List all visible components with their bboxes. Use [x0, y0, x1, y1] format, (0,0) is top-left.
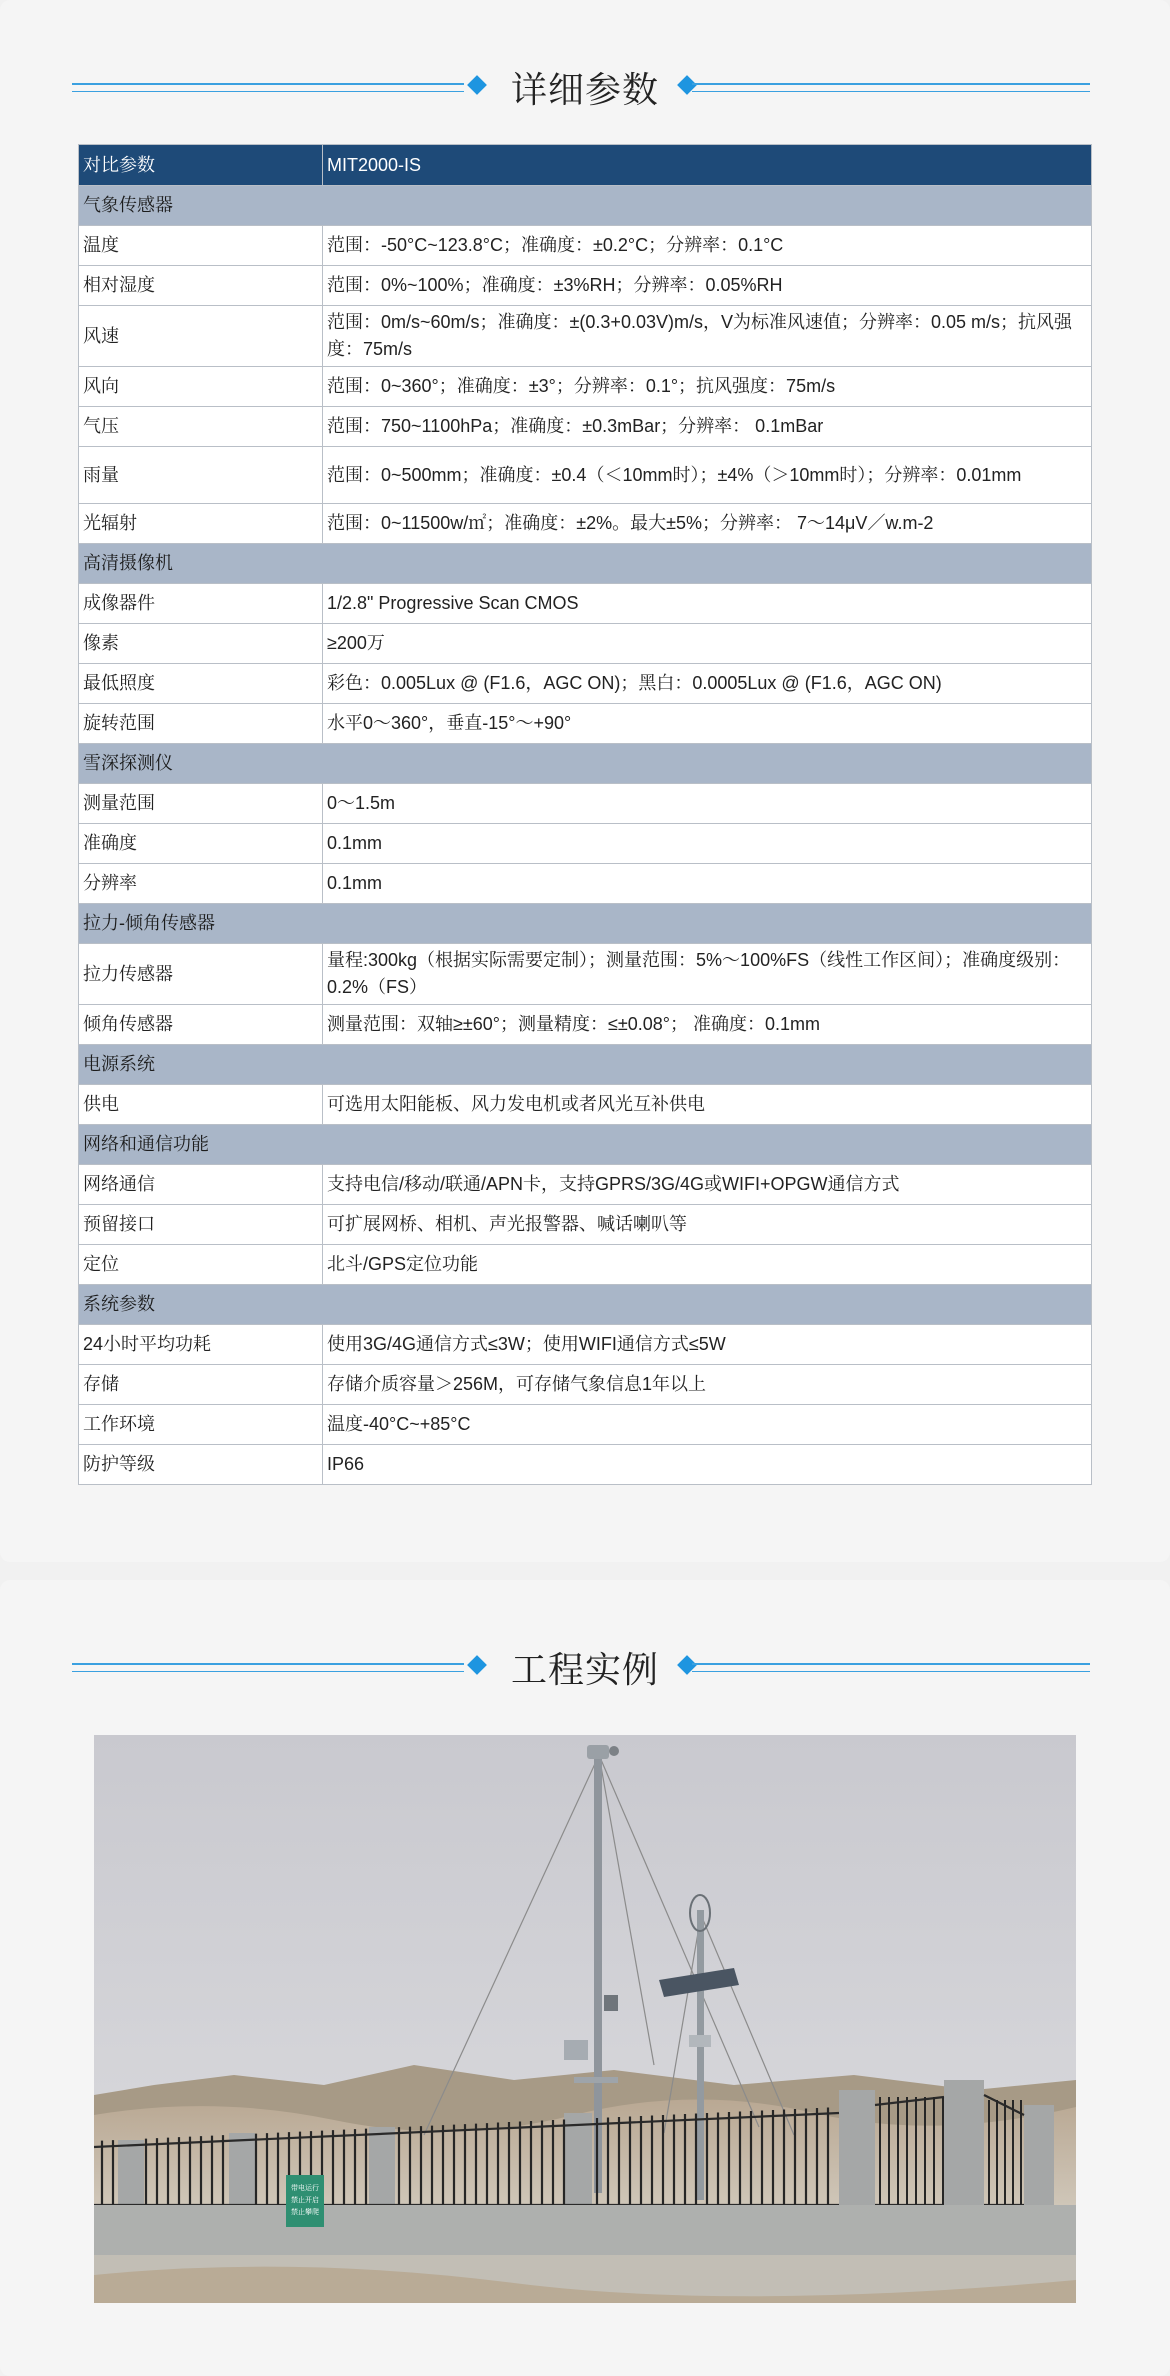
- group-label: 网络和通信功能: [79, 1125, 1092, 1165]
- header-cell: MIT2000-IS: [323, 145, 1092, 186]
- group-label: 雪深探测仪: [79, 744, 1092, 784]
- group-row: [79, 1045, 1092, 1085]
- warning-sign-line: 带电运行: [291, 2184, 319, 2192]
- param-value: 水平0～360°，垂直-15°～+90°: [323, 704, 1092, 744]
- group-row: [79, 186, 1092, 226]
- group-row: [79, 1285, 1092, 1325]
- param-name: 预留接口: [79, 1205, 323, 1245]
- table-row: [79, 664, 1092, 704]
- param-value: IP66: [323, 1445, 1092, 1485]
- table-row: [79, 704, 1092, 744]
- param-value: 0.1mm: [323, 864, 1092, 904]
- param-value: 可扩展网桥、相机、声光报警器、喊话喇叭等: [323, 1205, 1092, 1245]
- table-row: [79, 824, 1092, 864]
- group-label: 气象传感器: [79, 186, 1092, 226]
- diamond-icon: [467, 75, 487, 95]
- param-value: 范围：-50°C~123.8°C；准确度：±0.2°C；分辨率：0.1°C: [323, 226, 1092, 266]
- param-name: 相对湿度: [79, 266, 323, 306]
- table-row: [79, 306, 1092, 367]
- param-name: 网络通信: [79, 1165, 323, 1205]
- section-header-cases: [0, 1638, 1170, 1698]
- section-title: 工程实例: [510, 1649, 659, 1690]
- table-row: [79, 1445, 1092, 1485]
- group-label: 高清摄像机: [79, 544, 1092, 584]
- param-value: 范围：0~360°；准确度：±3°；分辨率：0.1°；抗风强度：75m/s: [323, 367, 1092, 407]
- param-name: 倾角传感器: [79, 1005, 323, 1045]
- group-label: 电源系统: [79, 1045, 1092, 1085]
- param-value: 范围：0m/s~60m/s；准确度：±(0.3+0.03V)m/s，V为标准风速值；分辨率：0.05 m/s；抗风强度：75m/s: [323, 306, 1092, 367]
- param-value: 北斗/GPS定位功能: [323, 1245, 1092, 1285]
- table-row: [79, 1085, 1092, 1125]
- param-value: ≥200万: [323, 624, 1092, 664]
- param-value: 量程:300kg（根据实际需要定制）；测量范围：5%～100%FS（线性工作区间）；准确度级别：0.2%（FS）: [323, 944, 1092, 1005]
- group-label: 拉力-倾角传感器: [79, 904, 1092, 944]
- param-value: 范围：0~500mm；准确度：±0.4（＜10mm时）；±4%（＞10mm时）；分辨率：0.01mm: [323, 447, 1092, 504]
- param-value: 存储介质容量＞256M，可存储气象信息1年以上: [323, 1365, 1092, 1405]
- table-row: [79, 367, 1092, 407]
- param-name: 拉力传感器: [79, 944, 323, 1005]
- param-value: 使用3G/4G通信方式≤3W；使用WIFI通信方式≤5W: [323, 1325, 1092, 1365]
- table-row: [79, 226, 1092, 266]
- param-value: 范围：0~11500w/㎡；准确度：±2%。最大±5%；分辨率： 7～14μV／w.m-2: [323, 504, 1092, 544]
- diamond-icon: [467, 1655, 487, 1675]
- param-name: 供电: [79, 1085, 323, 1125]
- param-name: 风速: [79, 306, 323, 367]
- table-row: [79, 1405, 1092, 1445]
- spec-table: [78, 144, 1092, 1485]
- table-row: [79, 1365, 1092, 1405]
- table-row: [79, 784, 1092, 824]
- table-row: [79, 1325, 1092, 1365]
- param-name: 工作环境: [79, 1405, 323, 1445]
- table-row: [79, 864, 1092, 904]
- divider-line-right: [692, 1663, 1090, 1672]
- section-title: 详细参数: [510, 69, 659, 110]
- table-row: [79, 624, 1092, 664]
- param-name: 定位: [79, 1245, 323, 1285]
- table-row: [79, 447, 1092, 504]
- table-row: [79, 944, 1092, 1005]
- group-row: [79, 904, 1092, 944]
- param-value: 测量范围：双轴≥±60°；测量精度：≤±0.08°； 准确度：0.1mm: [323, 1005, 1092, 1045]
- table-row: [79, 504, 1092, 544]
- group-row: [79, 1125, 1092, 1165]
- table-header-row: [79, 145, 1092, 186]
- header-cell: 对比参数: [79, 145, 323, 186]
- param-name: 温度: [79, 226, 323, 266]
- param-value: 0～1.5m: [323, 784, 1092, 824]
- param-name: 旋转范围: [79, 704, 323, 744]
- table-row: [79, 407, 1092, 447]
- param-name: 雨量: [79, 447, 323, 504]
- divider-line-right: [692, 83, 1090, 92]
- param-value: 温度-40°C~+85°C: [323, 1405, 1092, 1445]
- param-name: 24小时平均功耗: [79, 1325, 323, 1365]
- table-row: [79, 266, 1092, 306]
- project-photo: [94, 1735, 1076, 2303]
- table-row: [79, 1005, 1092, 1045]
- param-name: 存储: [79, 1365, 323, 1405]
- param-name: 测量范围: [79, 784, 323, 824]
- group-row: [79, 744, 1092, 784]
- divider-line-left: [72, 1663, 464, 1672]
- param-value: 范围：750~1100hPa；准确度：±0.3mBar；分辨率： 0.1mBar: [323, 407, 1092, 447]
- table-row: [79, 1205, 1092, 1245]
- param-name: 准确度: [79, 824, 323, 864]
- warning-sign-line: 禁止攀爬: [291, 2208, 319, 2216]
- param-value: 0.1mm: [323, 824, 1092, 864]
- param-name: 成像器件: [79, 584, 323, 624]
- param-name: 分辨率: [79, 864, 323, 904]
- table-row: [79, 584, 1092, 624]
- param-name: 最低照度: [79, 664, 323, 704]
- table-row: [79, 1245, 1092, 1285]
- param-name: 风向: [79, 367, 323, 407]
- param-name: 像素: [79, 624, 323, 664]
- param-value: 可选用太阳能板、风力发电机或者风光互补供电: [323, 1085, 1092, 1125]
- param-value: 彩色：0.005Lux @ (F1.6，AGC ON)；黑白：0.0005Lux @ (F1.6，AGC ON): [323, 664, 1092, 704]
- param-name: 防护等级: [79, 1445, 323, 1485]
- warning-sign-line: 禁止开启: [291, 2196, 319, 2204]
- param-value: 1/2.8" Progressive Scan CMOS: [323, 584, 1092, 624]
- param-value: 支持电信/移动/联通/APN卡，支持GPRS/3G/4G或WIFI+OPGW通信方式: [323, 1165, 1092, 1205]
- divider-line-left: [72, 83, 464, 92]
- table-row: [79, 1165, 1092, 1205]
- weather-station-photo: [94, 1735, 1076, 2303]
- param-name: 气压: [79, 407, 323, 447]
- group-row: [79, 544, 1092, 584]
- group-label: 系统参数: [79, 1285, 1092, 1325]
- param-name: 光辐射: [79, 504, 323, 544]
- param-value: 范围：0%~100%；准确度：±3%RH；分辨率：0.05%RH: [323, 266, 1092, 306]
- section-header-specs: [0, 58, 1170, 118]
